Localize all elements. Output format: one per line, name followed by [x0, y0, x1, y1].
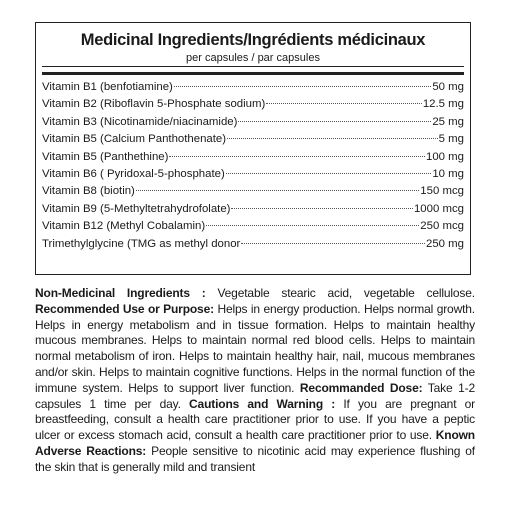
- dose-text: Take 1-2 capsules 1 time per day.: [35, 380, 475, 411]
- dot-leader: [241, 243, 425, 244]
- caution-text: If you are pregnant or breastfeeding, consult a health care practitioner prior to use. If you have a peptic ulcer or excess stomach acid, consult a health care practitioner prior to use.: [35, 396, 475, 443]
- ingredient-amount: 1000 mcg: [413, 202, 464, 215]
- dot-leader: [174, 86, 431, 87]
- ingredient-row: [42, 116, 464, 133]
- dot-leader: [169, 156, 425, 157]
- ingredient-amount: 250 mg: [426, 237, 464, 250]
- product-notes: [35, 286, 475, 476]
- panel-subtitle: per capsules / par capsules: [186, 52, 320, 64]
- ingredient-name: Vitamin B2 (Riboflavin 5-Phosphate sodium): [42, 98, 266, 111]
- ingredient-name: Vitamin B8 (biotin): [42, 185, 135, 198]
- dot-leader: [136, 190, 419, 191]
- ingredient-row: [42, 238, 464, 255]
- ingredient-name: Vitamin B5 (Calcium Panthothenate): [42, 133, 227, 146]
- ingredient-amount: 5 mg: [438, 133, 464, 146]
- non-medicinal-label: Non-Medicinal Ingredients :: [35, 286, 206, 300]
- ingredient-amount: 100 mg: [426, 150, 464, 163]
- ingredient-name: Trimethylglycine (TMG as methyl donor: [42, 237, 241, 250]
- ingredient-row: [42, 151, 464, 168]
- ingredient-amount: 50 mg: [432, 81, 464, 93]
- ingredient-row: [42, 133, 464, 150]
- ingredient-row: [42, 185, 464, 202]
- ingredient-name: Vitamin B3 (Nicotinamide/niacinamide): [42, 115, 238, 128]
- ingredient-amount: 12.5 mg: [422, 98, 464, 111]
- non-medicinal-text: Vegetable stearic acid, vegetable cellulose.: [205, 286, 475, 300]
- adverse-reactions-label: Known Adverse Reactions:: [35, 428, 475, 458]
- dot-leader: [226, 173, 432, 174]
- ingredient-name: Vitamin B6 ( Pyridoxal-5-phosphate): [42, 167, 225, 180]
- ingredient-name: Vitamin B9 (5-Methyltetrahydrofolate): [42, 202, 231, 215]
- ingredient-amount: 250 mcg: [420, 220, 464, 233]
- dot-leader: [231, 208, 413, 209]
- ingredient-list: [42, 81, 464, 255]
- divider-thick: [42, 72, 464, 75]
- dot-leader: [206, 225, 419, 226]
- ingredient-row: [42, 98, 464, 115]
- ingredient-row: [42, 81, 464, 98]
- dot-leader: [266, 103, 422, 104]
- dot-leader: [238, 121, 431, 122]
- ingredient-name: Vitamin B5 (Panthethine): [42, 150, 169, 163]
- dot-leader: [227, 138, 438, 139]
- ingredient-row: [42, 168, 464, 185]
- caution-label: Cautions and Warning :: [189, 396, 336, 411]
- ingredient-name: Vitamin B1 (benfotiamine): [42, 81, 173, 93]
- dose-label: Recommanded Dose:: [299, 380, 423, 395]
- ingredient-row: [42, 220, 464, 237]
- ingredient-amount: 150 mcg: [420, 185, 464, 198]
- medicinal-ingredients-panel: [35, 22, 471, 275]
- recommended-use-text: Helps in energy production. Helps normal growth. Helps in energy metabolism and in tissue formation. Helps to maintain healthy mucous membranes. Helps to maintain normal red blood cells. Helps to maintain normal metabolism of iron. Helps to maintain healthy hair, nail, mucous membranes and/or skin. Helps to maintain cognitive functions. Helps in the normal function of the immune system. Helps to support liver function.: [35, 301, 475, 395]
- ingredient-amount: 10 mg: [432, 167, 464, 180]
- adverse-reactions-text: People sensitive to nicotinic acid may experience flushing of the skin that is generally mild and transient: [35, 443, 475, 474]
- divider-thin: [42, 66, 464, 67]
- ingredient-row: [42, 203, 464, 220]
- panel-title: Medicinal Ingredients/Ingrédients médicinaux: [80, 31, 426, 49]
- ingredient-name: Vitamin B12 (Methyl Cobalamin): [42, 220, 206, 233]
- ingredient-amount: 25 mg: [432, 115, 464, 128]
- recommended-use-label: Recommended Use or Purpose:: [35, 301, 214, 316]
